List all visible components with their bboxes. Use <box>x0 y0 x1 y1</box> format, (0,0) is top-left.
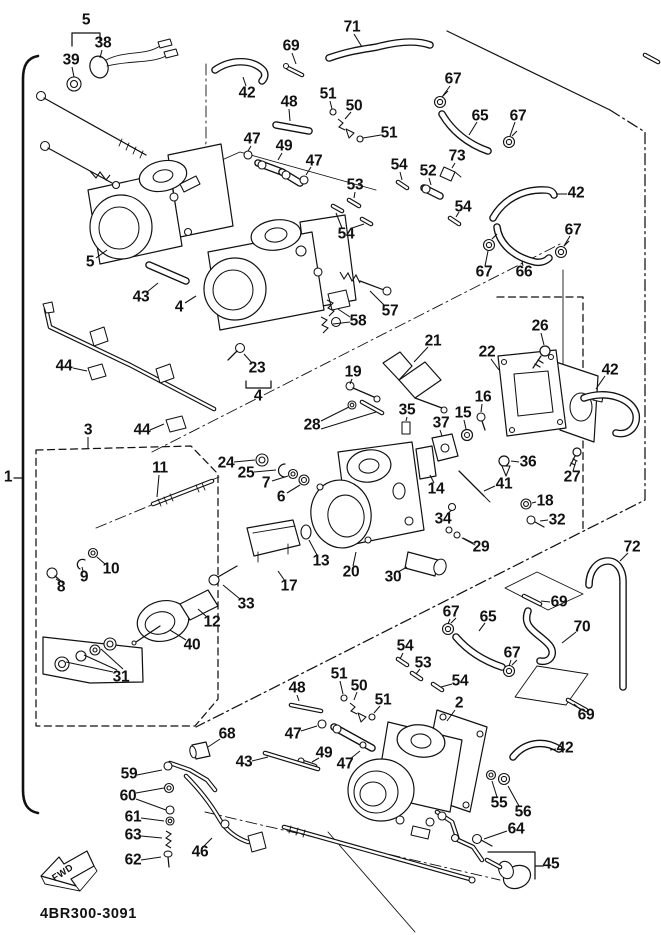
leader-line-67 <box>442 86 450 97</box>
callout-4: 4 <box>174 298 184 316</box>
callout-45: 45 <box>542 855 560 873</box>
callout-70: 70 <box>573 618 591 636</box>
callout-36: 36 <box>519 453 537 471</box>
leader-line-47 <box>301 726 317 731</box>
callout-23: 23 <box>248 359 266 377</box>
callout-49: 49 <box>275 137 293 155</box>
callout-19: 19 <box>344 363 362 381</box>
clip-25 <box>279 464 285 477</box>
leader-line-22 <box>491 359 499 370</box>
leader-line-36 <box>511 461 519 462</box>
callout-1: 1 <box>3 468 13 486</box>
needle-valve-36 <box>499 456 509 466</box>
callout-41: 41 <box>495 475 513 493</box>
callout-62: 62 <box>124 851 142 869</box>
callout-37: 37 <box>432 414 450 432</box>
fwd-arrow <box>41 851 97 891</box>
leader-line-28 <box>321 412 376 429</box>
leader-line-51 <box>340 681 343 694</box>
callout-67: 67 <box>444 70 462 88</box>
needle-40 <box>132 641 136 645</box>
callout-50: 50 <box>345 97 363 115</box>
callout-67: 67 <box>442 603 460 621</box>
callout-42: 42 <box>567 184 585 202</box>
hose-42-right-upper <box>493 190 554 218</box>
callout-46: 46 <box>191 843 209 861</box>
callout-47: 47 <box>284 725 302 743</box>
carburetor-body-5 <box>88 144 233 264</box>
leader-line-58 <box>338 309 350 317</box>
callout-42: 42 <box>556 739 574 757</box>
callout-66: 66 <box>515 263 533 281</box>
leader-line-7 <box>272 476 288 481</box>
sensor-38 <box>87 54 110 80</box>
callout-22: 22 <box>478 343 496 361</box>
fwd-label: FWD <box>50 862 76 884</box>
callout-32: 32 <box>548 511 566 529</box>
callout-34: 34 <box>434 510 452 528</box>
callout-72: 72 <box>623 538 641 556</box>
leader-line-63 <box>141 836 162 838</box>
leader-line-69 <box>541 601 550 602</box>
intake-joint-22 <box>498 346 603 466</box>
callout-15: 15 <box>454 404 472 422</box>
leader-line-41 <box>484 486 495 491</box>
callout-59: 59 <box>120 765 138 783</box>
leader-line-59 <box>137 770 162 775</box>
callout-4: 4 <box>253 387 263 405</box>
callout-54: 54 <box>451 672 469 690</box>
callout-20: 20 <box>342 563 360 581</box>
callout-67: 67 <box>475 263 493 281</box>
callout-67: 67 <box>509 107 527 125</box>
callout-42: 42 <box>238 84 256 102</box>
callout-47: 47 <box>305 152 323 170</box>
callout-38: 38 <box>94 34 112 52</box>
callout-43: 43 <box>235 753 253 771</box>
screw-64 <box>473 835 482 844</box>
callout-13: 13 <box>312 552 330 570</box>
callout-21: 21 <box>424 332 442 350</box>
callout-5: 5 <box>85 253 95 271</box>
callout-26: 26 <box>531 317 549 335</box>
carburetor-body-2 <box>348 710 487 839</box>
clip-44-b <box>166 416 186 432</box>
callout-12: 12 <box>203 613 221 631</box>
leader-line-51 <box>363 135 381 138</box>
leader-line-71 <box>354 34 362 47</box>
leader-line-26 <box>541 333 544 345</box>
leader-line-29 <box>463 538 473 543</box>
leader-line-18 <box>532 502 536 503</box>
leader-line-32 <box>540 520 548 521</box>
callout-11: 11 <box>152 459 168 477</box>
pipe-48-top <box>276 125 309 131</box>
callout-28: 28 <box>303 416 321 434</box>
callout-60: 60 <box>119 787 137 805</box>
callout-64: 64 <box>507 820 525 838</box>
callout-55: 55 <box>490 794 508 812</box>
leader-line-48 <box>289 109 290 121</box>
callout-29: 29 <box>472 538 490 556</box>
lever-46 <box>186 776 248 842</box>
screw-27 <box>573 448 581 456</box>
callout-7: 7 <box>261 474 271 492</box>
leader-line-44 <box>73 368 87 371</box>
callout-53: 53 <box>346 176 364 194</box>
leader-line-28 <box>321 407 349 421</box>
callout-65: 65 <box>471 107 489 125</box>
leader-line-54 <box>441 684 452 687</box>
callout-3: 3 <box>83 421 93 439</box>
hose-72 <box>589 561 623 687</box>
plug-73 <box>440 167 455 181</box>
callout-54: 54 <box>337 225 355 243</box>
callout-9: 9 <box>79 568 89 586</box>
callout-35: 35 <box>398 401 416 419</box>
callout-51: 51 <box>330 665 348 683</box>
callout-16: 16 <box>474 388 492 406</box>
callout-51: 51 <box>374 691 392 709</box>
throttle-rod <box>284 827 470 879</box>
leader-line-4 <box>185 296 196 303</box>
choke-rod-assembly <box>43 302 245 432</box>
callout-68: 68 <box>218 725 236 743</box>
hose-72 <box>589 561 623 687</box>
rod-43-top <box>149 265 186 281</box>
diagram-code: 4BR300-3091 <box>40 906 137 922</box>
callout-49: 49 <box>315 744 333 762</box>
callout-52: 52 <box>419 162 437 180</box>
stud-11 <box>153 481 212 504</box>
callout-27: 27 <box>563 468 581 486</box>
bracket-17 <box>247 520 300 556</box>
panel-69-upper <box>505 572 583 610</box>
clip-44-a <box>88 364 106 380</box>
callout-53: 53 <box>414 654 432 672</box>
starter-plunger-30 <box>405 552 438 576</box>
leader-line-24 <box>234 460 255 462</box>
screw-16 <box>477 413 485 421</box>
callout-47: 47 <box>336 755 354 773</box>
callout-63: 63 <box>124 826 142 844</box>
callout-5: 5 <box>81 11 91 29</box>
callout-33: 33 <box>237 595 255 613</box>
callout-39: 39 <box>62 51 80 69</box>
callout-43: 43 <box>132 288 150 306</box>
callout-65: 65 <box>479 608 497 626</box>
callout-58: 58 <box>349 312 367 330</box>
screw-33 <box>209 575 219 585</box>
callout-48: 48 <box>280 93 298 111</box>
fitting-69-mid <box>524 596 540 604</box>
leader-line-64 <box>484 831 507 839</box>
leader-line-39 <box>72 67 74 77</box>
callout-14: 14 <box>427 480 445 498</box>
callout-24: 24 <box>217 454 235 472</box>
callout-69: 69 <box>282 37 300 55</box>
callout-73: 73 <box>448 147 466 165</box>
callout-47: 47 <box>243 130 261 148</box>
leader-line-62 <box>141 857 161 860</box>
callout-2: 2 <box>454 694 464 712</box>
gasket-14 <box>416 446 436 479</box>
callout-57: 57 <box>381 302 399 320</box>
callout-42: 42 <box>601 361 619 379</box>
callout-51: 51 <box>380 124 398 142</box>
leader-line-11 <box>157 475 159 497</box>
callout-18: 18 <box>536 492 554 510</box>
callout-40: 40 <box>183 636 201 654</box>
leader-line-31 <box>66 662 113 672</box>
callout-6: 6 <box>276 488 286 506</box>
screw-26 <box>540 346 550 356</box>
callout-71: 71 <box>343 18 361 36</box>
callout-54: 54 <box>390 156 408 174</box>
callout-69: 69 <box>550 593 568 611</box>
leader-line-6 <box>287 485 300 493</box>
callout-56: 56 <box>514 803 532 821</box>
callout-67: 67 <box>564 221 582 239</box>
panel-69-lower <box>515 666 588 705</box>
jet-35 <box>402 422 410 434</box>
callout-51: 51 <box>319 85 337 103</box>
callout-54: 54 <box>396 637 414 655</box>
callout-54: 54 <box>454 198 472 216</box>
callout-17: 17 <box>280 577 298 595</box>
callout-8: 8 <box>56 578 66 596</box>
callout-67: 67 <box>503 644 521 662</box>
callout-30: 30 <box>384 568 402 586</box>
callout-44: 44 <box>133 421 151 439</box>
hose-66 <box>497 227 549 262</box>
leader-line-61 <box>141 818 164 821</box>
callout-50: 50 <box>350 677 368 695</box>
leader-line-69 <box>292 53 296 64</box>
callout-10: 10 <box>102 560 120 578</box>
callout-44: 44 <box>55 357 73 375</box>
callout-61: 61 <box>124 808 142 826</box>
callout-31: 31 <box>112 668 130 686</box>
callout-25: 25 <box>237 464 255 482</box>
leader-line-44 <box>150 424 164 430</box>
leader-line-60 <box>136 788 164 793</box>
callout-48: 48 <box>288 679 306 697</box>
leader-line-25 <box>254 470 276 472</box>
callout-69: 69 <box>577 706 595 724</box>
leader-line-31 <box>101 649 123 669</box>
leader-line-43 <box>252 757 268 761</box>
